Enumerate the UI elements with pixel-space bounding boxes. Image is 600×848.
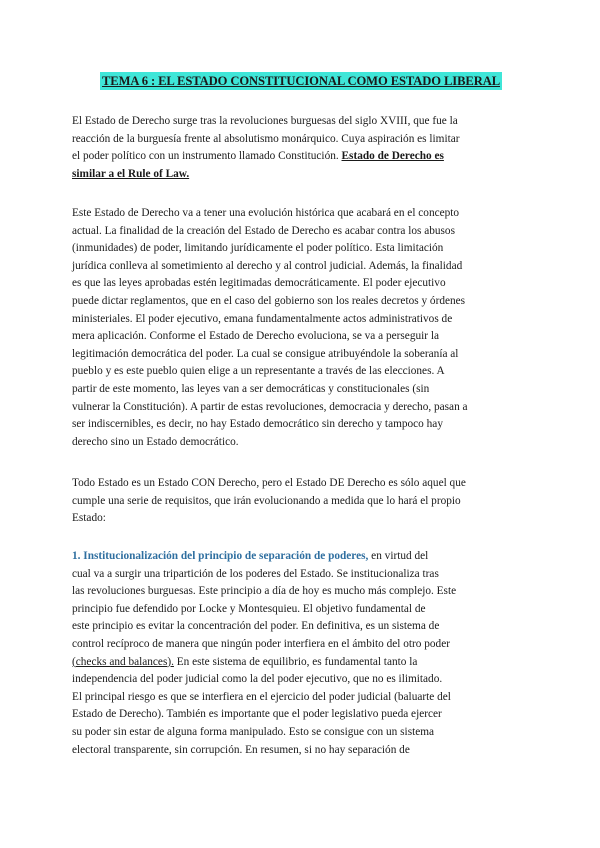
text-line: Todo Estado es un Estado CON Derecho, pero el Estado DE Derecho es sólo aquel que: [72, 477, 466, 489]
text-line: las revoluciones burguesas. Este principio a día de hoy es mucho más complejo. Este: [72, 585, 457, 598]
text-line: partir de este momento, las leyes van a ser democráticas y constitucionales (sin: [72, 382, 430, 395]
text-line: legitimación democrática del poder. La cual se consigue atribuyéndole la soberanía al: [72, 347, 459, 360]
text-span: En este sistema de equilibrio, es fundamental tanto la: [173, 655, 418, 668]
text-line: mera aplicación. Conforme el Estado de Derecho evoluciona, se va a perseguir la: [72, 330, 439, 343]
text-line: electoral transparente, sin corrupción. En resumen, si no hay separación de: [72, 743, 410, 756]
text-line: puede dictar reglamentos, que en el caso del gobierno son los reales decretos y órdenes: [72, 294, 466, 307]
text-line: es que las leyes aprobadas estén legitimadas democráticamente. El poder ejecutivo: [72, 277, 446, 290]
paragraph-evolution: [72, 205, 534, 451]
text-line: ministeriales. El poder ejecutivo, emana fundamentalmente actos administrativos de: [72, 312, 453, 325]
text-line: jurídica conlleva al sometimiento al derecho y al control judicial. Además, la finalidad: [72, 259, 463, 272]
page-title: TEMA 6 : EL ESTADO CONSTITUCIONAL COMO ESTADO LIBERAL: [101, 74, 500, 88]
paragraph-requirements: [72, 475, 534, 528]
text-line: independencia del poder judicial como la del poder ejecutivo, que no es ilimitado.: [72, 673, 443, 686]
section-heading: 1. Institucionalización del principio de separación de poderes,: [72, 550, 369, 562]
paragraph-separation-of-powers: [72, 548, 534, 759]
text-line: [72, 148, 534, 166]
text-line: vulnerar la Constitución). A partir de estas revoluciones, democracia y derecho, pasan a: [72, 400, 468, 413]
text-span: en virtud del: [368, 550, 429, 562]
rule-of-law-emphasis: Estado de Derecho es: [341, 150, 444, 163]
text-line: [72, 548, 534, 566]
text-line: El Estado de Derecho surge tras la revoluciones burguesas del siglo XVIII, que fue la: [72, 115, 458, 127]
checks-and-balances: (checks and balances).: [72, 655, 174, 668]
text-line: reacción de la burguesía frente al absolutismo monárquico. Cuya aspiración es limitar: [72, 132, 460, 145]
text-line: Estado de Derecho). También es importante que el poder legislativo pueda ejercer: [72, 708, 442, 721]
rule-of-law-emphasis-cont: similar a el Rule of Law.: [72, 167, 190, 180]
text-line: cual va a surgir una tripartición de los poderes del Estado. Se institucionaliza tras: [72, 567, 439, 580]
text-line: principio fue defendido por Locke y Montesquieu. El objetivo fundamental de: [72, 602, 426, 615]
title-wrap: [76, 72, 526, 90]
text-line: derecho sino un Estado democrático.: [72, 435, 239, 448]
text-line: actual. La finalidad de la creación del Estado de Derecho es acabar contra los abusos: [72, 224, 455, 237]
text-line: ser indiscernibles, es decir, no hay Estado democrático sin derecho y tampoco hay: [72, 418, 443, 431]
text-line: control recíproco de manera que ningún poder interfiera en el ámbito del otro poder: [72, 637, 450, 650]
paragraph-intro: [72, 113, 534, 183]
text-line: Este Estado de Derecho va a tener una evolución histórica que acabará en el concepto: [72, 207, 460, 219]
text-line: Estado:: [72, 512, 106, 525]
text-line: El principal riesgo es que se interfiera en el ejercicio del poder judicial (baluarte del: [72, 690, 451, 703]
text-line: pueblo y es este pueblo quien elige a un representante a través de las elecciones. A: [72, 365, 445, 378]
text-line: este principio es evitar la concentración del poder. En definitiva, es un sistema de: [72, 620, 440, 633]
text-line: (inmunidades) de poder, limitando jurídicamente el poder político. Esta limitación: [72, 242, 444, 255]
text-span: el poder político con un instrumento llamado Constitución.: [72, 150, 342, 163]
text-line: cumple una serie de requisitos, que irán evolucionando a medida que lo hará el propio: [72, 494, 461, 507]
text-line: [72, 654, 534, 672]
text-line: su poder sin estar de alguna forma manipulado. Esto se consigue con un sistema: [72, 725, 435, 738]
